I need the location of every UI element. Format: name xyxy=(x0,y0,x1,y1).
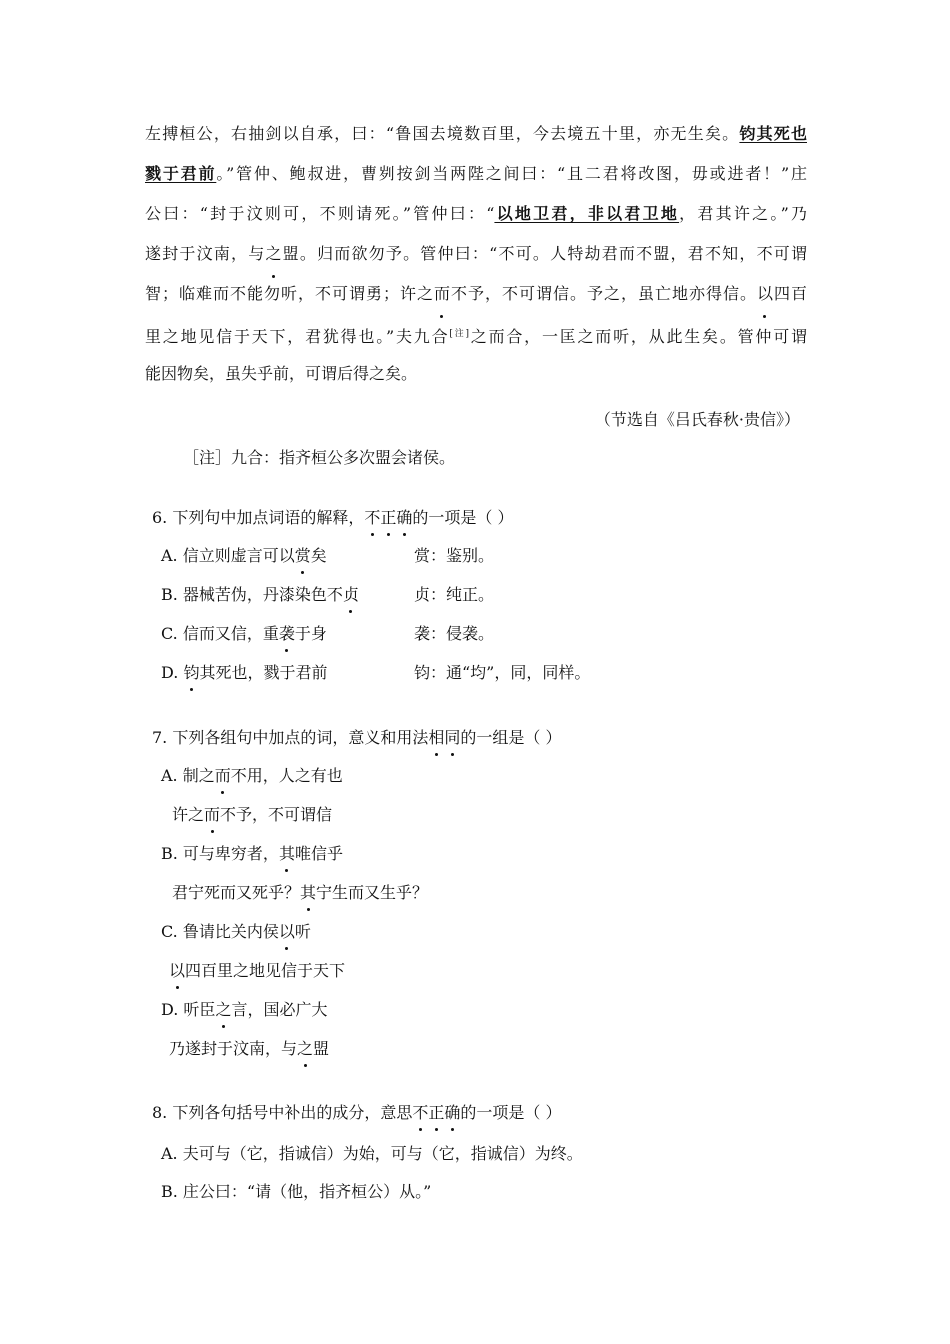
question-7-option-b-line-2: 君宁死而又死乎？其宁生而又生乎？ xyxy=(172,879,428,907)
question-7-option-a-line-1: A. 制之而不用，人之有也 xyxy=(161,762,343,790)
passage-line-5: 智；临难而不能勿听，不可谓勇；许之而不予，不可谓信。予之，虽亡地亦得信。以四百 xyxy=(145,274,807,314)
passage-line-7: 能因物矣，虽失乎前，可谓后得之矣。 xyxy=(145,364,418,383)
dotted-character: 同 xyxy=(444,724,460,752)
bold-underlined-phrase: 以地卫君，非以君卫地 xyxy=(494,204,680,223)
passage-line-4: 遂封于汶南，与之盟。归而欲勿予。管仲曰：“不可。人特劫君而不盟，君不知，不可谓 xyxy=(145,234,807,274)
dotted-character: 确 xyxy=(444,1099,460,1127)
footnote: ［注］九合：指齐桓公多次盟会诸侯。 xyxy=(183,448,456,467)
dotted-character: 确 xyxy=(396,504,412,532)
question-7-option-c-line-1: C. 鲁请比关内侯以听 xyxy=(161,918,311,946)
dotted-character: 赏 xyxy=(295,542,311,570)
passage-line-3: 公曰：“封于汶则可，不则请死。”管仲曰：“以地卫君，非以君卫地，君其许之。”乃 xyxy=(145,204,807,223)
question-6-option-a-explanation: 赏：鉴别。 xyxy=(414,546,495,565)
question-7-option-a-line-2: 许之而不予，不可谓信 xyxy=(172,801,332,829)
dotted-character: 不 xyxy=(364,504,380,532)
question-6-option-c: C. 信而又信，重袭于身 xyxy=(161,620,327,648)
dotted-character: 以 xyxy=(757,274,773,314)
dotted-character: 其 xyxy=(279,840,295,868)
passage-line-2: 戮于君前。”管仲、鲍叔进，曹刿按剑当两陛之间曰：“且二君将改图，毋或进者！”庄 xyxy=(145,164,807,183)
dotted-character: 而 xyxy=(215,762,231,790)
dotted-character: 之 xyxy=(215,996,231,1024)
question-6-option-c-explanation: 袭：侵袭。 xyxy=(414,624,495,643)
source-citation: （节选自《吕氏春秋·贵信》） xyxy=(594,410,800,429)
dotted-character: 而 xyxy=(434,274,450,314)
question-6-option-d: D. 钧其死也，戮于君前 xyxy=(161,659,327,687)
question-6-option-b: B. 器械苦伪，丹漆染色不贞 xyxy=(161,581,359,609)
dotted-character: 相 xyxy=(428,724,444,752)
bold-underlined-phrase: 钧其死也 xyxy=(739,124,807,143)
question-8-option-b: B. 庄公曰：“请（他，指齐桓公）从。” xyxy=(161,1182,432,1201)
question-6-option-b-explanation: 贞：纯正。 xyxy=(414,585,495,604)
dotted-character: 之 xyxy=(297,1035,313,1063)
dotted-character: 以 xyxy=(279,918,295,946)
passage-line-6: 里之地见信于天下，君犹得也。”夫九合[注]之而合，一匡之而听，从此生矣。管仲可谓 xyxy=(145,327,807,346)
dotted-character: 正 xyxy=(380,504,396,532)
footnote-marker: [注] xyxy=(449,329,469,339)
question-6-option-a: A. 信立则虚言可以赏矣 xyxy=(161,542,327,570)
dotted-character: 其 xyxy=(300,879,316,907)
bold-underlined-phrase: 戮于君前 xyxy=(145,164,217,183)
question-6-option-d-explanation: 钧：通“均”，同，同样。 xyxy=(414,663,591,682)
dotted-character: 贞 xyxy=(343,581,359,609)
question-7-option-b-line-1: B. 可与卑穷者，其唯信乎 xyxy=(161,840,343,868)
question-7-option-d-line-2: 乃遂封于汶南，与之盟 xyxy=(169,1035,329,1063)
question-8-stem: 8. 下列各句括号中补出的成分，意思不正确的一项是（ ） xyxy=(152,1099,562,1127)
dotted-character: 袭 xyxy=(279,620,295,648)
dotted-character: 不 xyxy=(412,1099,428,1127)
question-7-stem: 7. 下列各组句中加点的词，意义和用法相同的一组是（ ） xyxy=(152,724,561,752)
question-8-option-a: A. 夫可与（它，指诚信）为始，可与（它，指诚信）为终。 xyxy=(161,1144,583,1163)
dotted-character: 钧 xyxy=(183,659,199,687)
passage xyxy=(145,114,807,394)
question-6-stem: 6. 下列句中加点词语的解释，不正确的一项是（ ） xyxy=(152,504,514,532)
passage-line-1: 左搏桓公，右抽剑以自承，曰：“鲁国去境数百里，今去境五十里，亦无生矣。钧其死也 xyxy=(145,124,807,143)
question-7-option-c-line-2: 以四百里之地见信于天下 xyxy=(169,957,345,985)
dotted-character: 之 xyxy=(265,234,281,274)
dotted-character: 以 xyxy=(169,957,185,985)
dotted-character: 而 xyxy=(204,801,220,829)
dotted-character: 正 xyxy=(428,1099,444,1127)
question-7-option-d-line-1: D. 听臣之言，国必广大 xyxy=(161,996,327,1024)
